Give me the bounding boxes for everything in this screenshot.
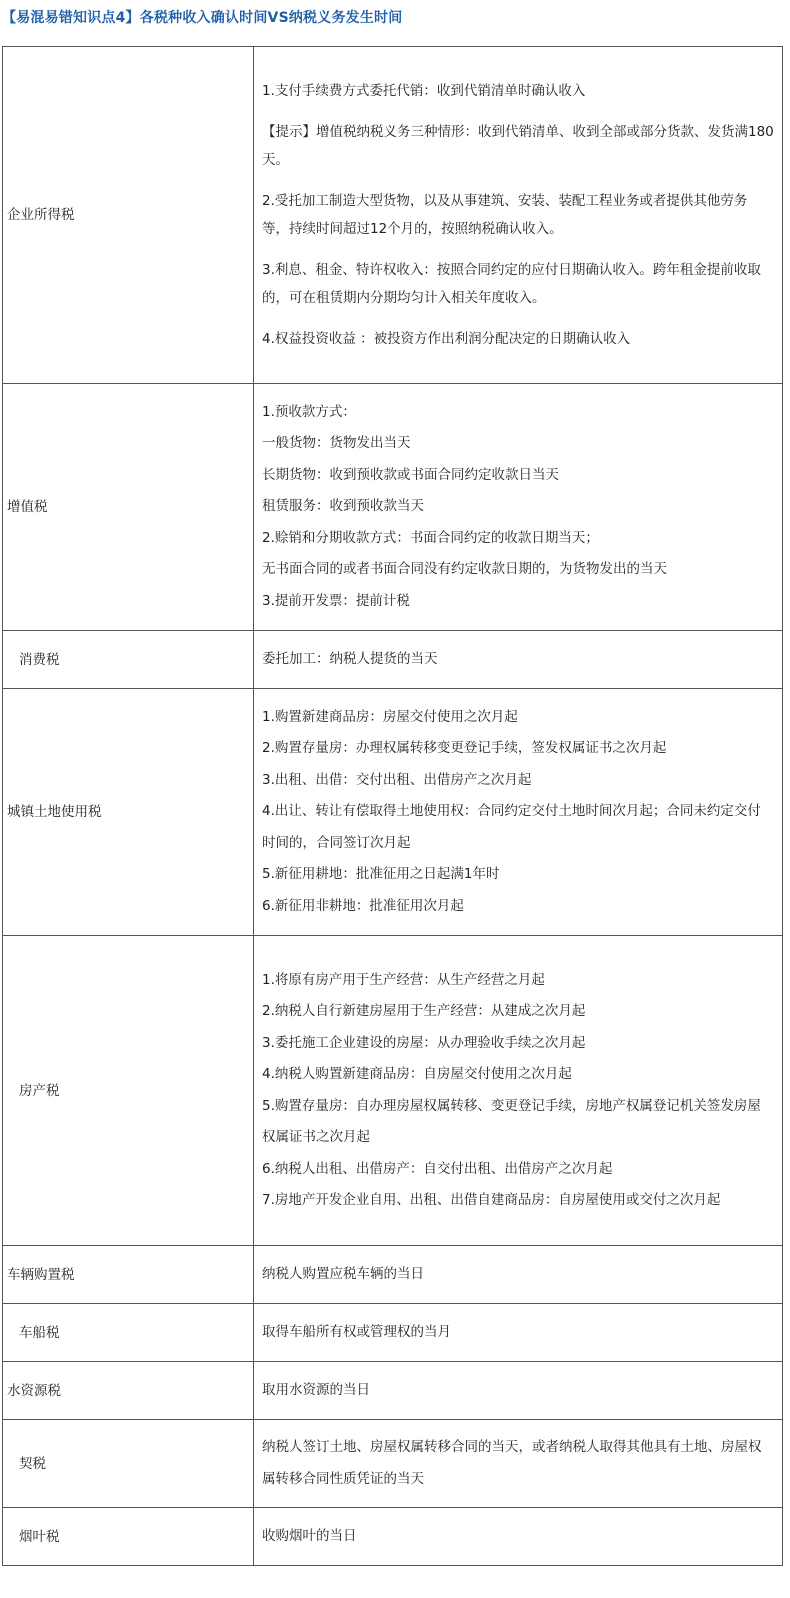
detail-line: 无书面合同的或者书面合同没有约定收款日期的，为货物发出的当天 — [262, 561, 667, 578]
tax-name: 车船税 — [3, 1304, 254, 1362]
detail-line: 2.纳税人自行新建房屋用于生产经营：从建成之次月起 — [262, 1003, 586, 1019]
detail-line: 7.房地产开发企业自用、出租、出借自建商品房：自房屋使用或交付之次月起 — [262, 1192, 721, 1208]
detail-line: 租赁服务：收到预收款当天 — [262, 498, 424, 515]
table-row — [3, 1508, 783, 1566]
tax-detail — [254, 1362, 783, 1420]
detail-line: 2.赊销和分期收款方式：书面合同约定的收款日期当天； — [262, 529, 599, 546]
table-row — [3, 1304, 783, 1362]
detail-line: 4.权益投资收益 ：被投资方作出利润分配决定的日期确认收入 — [262, 331, 631, 347]
table-row — [3, 689, 783, 936]
tax-name: 契税 — [3, 1420, 254, 1508]
tax-table — [2, 46, 783, 1566]
detail-line: 4.纳税人购置新建商品房：自房屋交付使用之次月起 — [262, 1066, 572, 1082]
tax-detail — [254, 936, 783, 1246]
tax-detail — [254, 1508, 783, 1566]
detail-line: 3.出租、出借：交付出租、出借房产之次月起 — [262, 771, 532, 788]
detail-line: 5.新征用耕地：批准征用之日起满1年时 — [262, 866, 500, 883]
detail-line: 一般货物：货物发出当天 — [262, 435, 411, 452]
tax-detail — [254, 384, 783, 631]
detail-line: 委托加工：纳税人提货的当天 — [262, 650, 438, 667]
tax-name: 城镇土地使用税 — [3, 689, 254, 936]
detail-line: 1.支付手续费方式委托代销：收到代销清单时确认收入 — [262, 83, 586, 99]
table-row — [3, 1420, 783, 1508]
tax-name: 烟叶税 — [3, 1508, 254, 1566]
table-row — [3, 384, 783, 631]
table-row — [3, 631, 783, 689]
table-row — [3, 1246, 783, 1304]
table-row — [3, 1362, 783, 1420]
detail-line: 5.购置存量房：自办理房屋权属转移、变更登记手续，房地产权属登记机关签发房屋权属证书之次月起 — [262, 1097, 761, 1145]
detail-line: 6.纳税人出租、出借房产：自交付出租、出借房产之次月起 — [262, 1160, 613, 1177]
tax-name: 房产税 — [3, 936, 254, 1246]
tax-name: 水资源税 — [3, 1362, 254, 1420]
table-row — [3, 47, 783, 384]
tax-name: 增值税 — [3, 384, 254, 631]
detail-line: 4.出让、转让有偿取得土地使用权：合同约定交付土地时间次月起；合同未约定交付时间的，合同签订次月起 — [262, 803, 761, 851]
detail-line: 取得车船所有权或管理权的当月 — [262, 1323, 451, 1340]
tax-detail — [254, 1304, 783, 1362]
detail-line: 1.购置新建商品房：房屋交付使用之次月起 — [262, 708, 518, 725]
detail-line: 3.委托施工企业建设的房屋：从办理验收手续之次月起 — [262, 1034, 586, 1051]
page-title: 【易混易错知识点4】各税种收入确认时间VS纳税义务发生时间 — [2, 10, 403, 26]
detail-line: 1.预收款方式： — [262, 403, 356, 420]
tax-name: 车辆购置税 — [3, 1246, 254, 1304]
table-row — [3, 936, 783, 1246]
tax-name: 消费税 — [3, 631, 254, 689]
detail-line: 收购烟叶的当日 — [262, 1527, 357, 1544]
detail-line: 1.将原有房产用于生产经营：从生产经营之月起 — [262, 971, 545, 988]
detail-line: 长期货物：收到预收款或书面合同约定收款日当天 — [262, 466, 559, 483]
detail-line: 3.提前开发票：提前计税 — [262, 592, 410, 609]
detail-line: 6.新征用非耕地：批准征用次月起 — [262, 897, 464, 914]
detail-line: 3.利息、租金、特许权收入：按照合同约定的应付日期确认收入。跨年租金提前收取的，可在租赁期内分期均匀计入相关年度收入。 — [262, 262, 761, 306]
tax-detail — [254, 47, 783, 384]
detail-line: 2.购置存量房：办理权属转移变更登记手续，签发权属证书之次月起 — [262, 740, 667, 757]
detail-line: 纳税人签订土地、房屋权属转移合同的当天，或者纳税人取得其他具有土地、房屋权属转移合同性质凭证的当天 — [262, 1439, 762, 1487]
tax-detail — [254, 1420, 783, 1508]
tax-name: 企业所得税 — [3, 47, 254, 384]
detail-line: 【提示】增值税纳税义务三种情形：收到代销清单、收到全部或部分货款、发货满180天。 — [262, 124, 774, 168]
detail-line: 纳税人购置应税车辆的当日 — [262, 1265, 424, 1282]
tax-detail — [254, 689, 783, 936]
tax-detail — [254, 1246, 783, 1304]
detail-line: 2.受托加工制造大型货物，以及从事建筑、安装、装配工程业务或者提供其他劳务等，持续时间超过12个月的，按照纳税确认收入。 — [262, 193, 748, 237]
tax-detail — [254, 631, 783, 689]
detail-line: 取用水资源的当日 — [262, 1381, 370, 1398]
